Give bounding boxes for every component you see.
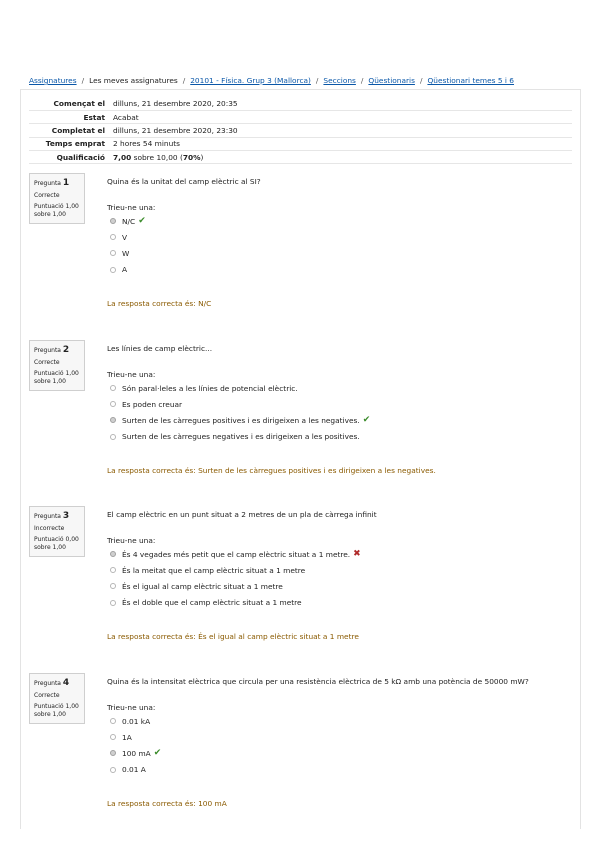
summary-label: Qualificació <box>29 151 109 164</box>
question-label: Pregunta <box>34 513 61 520</box>
breadcrumb-separator: / <box>182 76 186 85</box>
question-info <box>29 506 85 557</box>
question-state: Correcte <box>34 192 60 200</box>
answer-option[interactable] <box>110 762 161 778</box>
question-mark: Puntuació 1,00 sobre 1,00 <box>34 703 79 719</box>
radio-button[interactable] <box>110 734 116 740</box>
question-mark: Puntuació 0,00 sobre 1,00 <box>34 536 79 552</box>
radio-button[interactable] <box>110 567 116 573</box>
question-text: Quina és la unitat del camp elèctric al SI? <box>107 177 261 186</box>
correct-answer-feedback: La resposta correcta és: N/C <box>107 299 212 308</box>
radio-button[interactable] <box>110 600 116 606</box>
summary-value: Acabat <box>109 110 572 123</box>
radio-button[interactable] <box>110 401 116 407</box>
summary-value: dilluns, 21 desembre 2020, 20:35 <box>109 97 572 110</box>
answer-option[interactable] <box>110 429 370 445</box>
radio-button[interactable] <box>110 583 116 589</box>
breadcrumb-separator: / <box>419 76 423 85</box>
question-number: 2 <box>62 345 70 355</box>
grade-score: 7,00 <box>113 152 132 162</box>
radio-button[interactable] <box>110 767 116 773</box>
answer-option-label: V <box>122 232 128 242</box>
radio-button[interactable] <box>110 234 116 240</box>
answer-option-label: Surten de les càrregues negatives i es dirigeixen a les positives. <box>122 432 360 442</box>
answer-option[interactable] <box>110 213 146 229</box>
radio-button[interactable] <box>110 434 116 440</box>
grade-rest: sobre 10,00 ( <box>133 152 183 162</box>
answer-options <box>110 213 146 278</box>
radio-button[interactable] <box>110 385 116 391</box>
answer-option-label: És el igual al camp elèctric situat a 1 metre <box>122 581 283 591</box>
grade-percent: 70% <box>182 152 201 162</box>
question-info <box>29 173 85 224</box>
answer-option[interactable] <box>110 729 161 745</box>
question-label: Pregunta <box>34 680 61 687</box>
answer-option-label: 0.01 A <box>122 765 146 775</box>
breadcrumb-quiz[interactable]: Qüestionari temes 5 i 6 <box>427 76 515 85</box>
correct-answer-feedback: La resposta correcta és: 100 mA <box>107 799 227 808</box>
summary-label: Estat <box>29 110 109 123</box>
question-label: Pregunta <box>34 347 61 354</box>
answer-option[interactable] <box>110 396 370 412</box>
radio-button-selected[interactable] <box>110 551 116 557</box>
summary-row-completed <box>29 124 572 137</box>
question-text: Les línies de camp elèctric... <box>107 344 213 353</box>
check-icon: ✔ <box>153 748 162 759</box>
answer-option-label: És el doble que el camp elèctric situat a 1 metre <box>122 598 302 608</box>
question-text: El camp elèctric en un punt situat a 2 metres de un pla de càrrega infinit <box>107 510 377 519</box>
question-number: 4 <box>62 678 70 688</box>
answer-prompt: Trieu-ne una: <box>107 703 156 712</box>
cross-icon: ✖ <box>353 549 361 560</box>
radio-button-selected[interactable] <box>110 750 116 756</box>
summary-row-state <box>29 110 572 123</box>
answer-prompt: Trieu-ne una: <box>107 370 156 379</box>
answer-option-label: És 4 vegades més petit que el camp elèctric situat a 1 metre. <box>122 549 351 559</box>
attempt-summary <box>29 97 572 164</box>
answer-options <box>110 380 370 445</box>
breadcrumb-seccions[interactable]: Seccions <box>323 76 356 85</box>
breadcrumb-assignatures[interactable]: Assignatures <box>29 76 77 85</box>
radio-button[interactable] <box>110 267 116 273</box>
question-text: Quina és la intensitat elèctrica que circula per una resistència elèctrica de 5 kΩ amb una potència de 50000 mW? <box>107 677 529 686</box>
radio-button[interactable] <box>110 718 116 724</box>
breadcrumb-separator: / <box>360 76 364 85</box>
answer-option-label: Es poden creuar <box>122 399 183 409</box>
question-number: 3 <box>62 511 70 521</box>
radio-button-selected[interactable] <box>110 417 116 423</box>
answer-option-label: N/C <box>122 216 136 226</box>
answer-option[interactable] <box>110 262 146 278</box>
grade-close: ) <box>200 152 204 162</box>
breadcrumb-course[interactable]: 20101 - Física. Grup 3 (Mallorca) <box>190 76 311 85</box>
answer-option-label: A <box>122 265 128 275</box>
answer-option-label: Surten de les càrregues positives i es dirigeixen a les negatives. <box>122 415 360 425</box>
correct-answer-feedback: La resposta correcta és: Surten de les càrregues positives i es dirigeixen a les negatives. <box>107 466 436 475</box>
summary-label: Completat el <box>29 124 109 137</box>
correct-answer-feedback: La resposta correcta és: És el igual al camp elèctric situat a 1 metre <box>107 632 359 641</box>
summary-value: 2 hores 54 minuts <box>109 137 572 150</box>
summary-row-time <box>29 137 572 150</box>
answer-option-label: Són paral·leles a les línies de potencial elèctric. <box>122 383 298 393</box>
question-number: 1 <box>62 178 70 188</box>
question-mark: Puntuació 1,00 sobre 1,00 <box>34 203 79 219</box>
check-icon: ✔ <box>362 415 371 426</box>
breadcrumb-separator: / <box>315 76 319 85</box>
breadcrumb <box>29 76 589 85</box>
breadcrumb-meves-assignatures: Les meves assignatures <box>89 76 178 85</box>
answer-prompt: Trieu-ne una: <box>107 536 156 545</box>
question-label: Pregunta <box>34 180 61 187</box>
question-state: Correcte <box>34 359 60 367</box>
breadcrumb-separator: / <box>81 76 85 85</box>
check-icon: ✔ <box>138 216 146 227</box>
answer-option[interactable] <box>110 562 361 578</box>
answer-options <box>110 713 161 778</box>
radio-button[interactable] <box>110 250 116 256</box>
question-info <box>29 673 85 724</box>
question-info <box>29 340 85 391</box>
answer-prompt: Trieu-ne una: <box>107 203 156 212</box>
answer-option[interactable] <box>110 745 161 761</box>
answer-option-label: És la meitat que el camp elèctric situat a 1 metre <box>122 565 306 575</box>
answer-option-label: 0.01 kA <box>122 716 151 726</box>
answer-option[interactable] <box>110 713 161 729</box>
radio-button-selected[interactable] <box>110 218 116 224</box>
summary-row-started <box>29 97 572 110</box>
answer-option[interactable] <box>110 578 361 594</box>
answer-option-label: 1A <box>122 732 132 742</box>
answer-option-label: 100 mA <box>122 748 151 758</box>
quiz-review-panel <box>20 89 581 829</box>
question-mark: Puntuació 1,00 sobre 1,00 <box>34 370 79 386</box>
question-state: Incorrecte <box>34 525 65 533</box>
answer-option[interactable] <box>110 245 146 261</box>
answer-option-label: W <box>122 248 130 258</box>
summary-value <box>109 151 572 164</box>
question-state: Correcte <box>34 692 60 700</box>
answer-option[interactable] <box>110 412 370 428</box>
answer-option[interactable] <box>110 380 370 396</box>
summary-label: Temps emprat <box>29 137 109 150</box>
answer-option[interactable] <box>110 229 146 245</box>
answer-option[interactable] <box>110 595 361 611</box>
answer-options <box>110 546 361 611</box>
answer-option[interactable] <box>110 546 361 562</box>
summary-label: Començat el <box>29 97 109 110</box>
summary-value: dilluns, 21 desembre 2020, 23:30 <box>109 124 572 137</box>
breadcrumb-questionaris[interactable]: Qüestionaris <box>368 76 415 85</box>
summary-row-grade <box>29 151 572 164</box>
